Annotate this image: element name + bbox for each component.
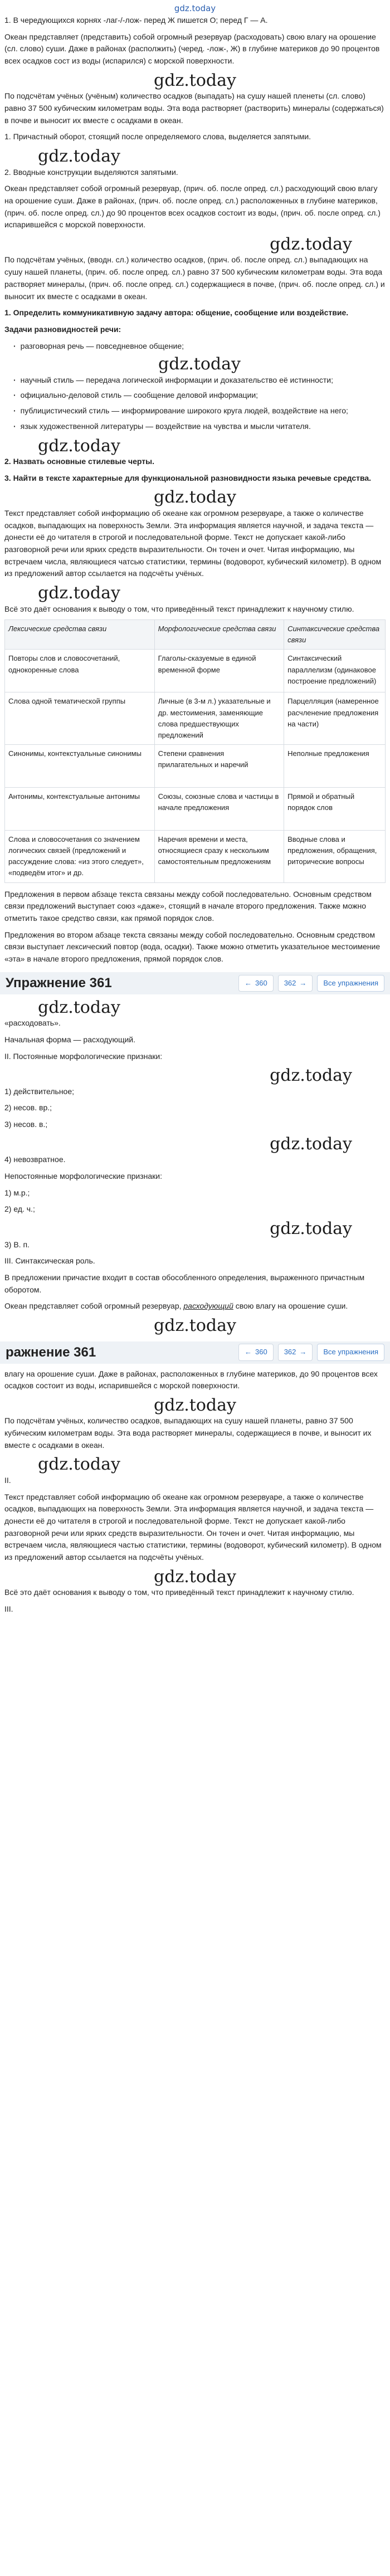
watermark: gdz.today [38, 997, 120, 1017]
table-row [5, 692, 386, 745]
paragraph: влагу на орошение суши. Даже в районах, расположенных в глубине материков, до 90 процентов всех осадков состоит из воды, испарившейся с морской поверхности. [4, 1369, 378, 1391]
list-item: · официально-деловой стиль — сообщение деловой информации; [13, 389, 386, 402]
paragraph: III. Синтаксическая роль. [4, 1256, 95, 1266]
table-header-row [5, 620, 386, 650]
paragraph: По подсчётам учёных, количество осадков, выпадающих на сушу нашей планеты, равно 37 500 кубическим километрам воды. Эта вода растворяет минералы, содержащиеся в почве, и выносит их вместе с осадками в океан. [4, 1416, 372, 1450]
paragraph-heading: Задачи разновидностей речи: [4, 324, 121, 334]
table-header: Морфологические средства связи [154, 620, 284, 650]
table-cell: Степени сравнения прилагательных и наречий [154, 745, 284, 788]
next-exercise-label: 362 [284, 1348, 296, 1357]
table-row [5, 745, 386, 788]
paragraph: Океан представляет собой огромный резервуар, (прич. об. после опред. сл.) расходующий свою влагу на орошение суши. Даже в районах, (прич. об. после опред. сл.) расположенных в глубине материков, (прич. об. после опред. сл.) до 90 процентов всех осадков состоит из воды, (прич. об. после опред. сл.) испарившейся с морской поверхности. [4, 184, 381, 230]
arrow-right-icon: → [299, 978, 307, 987]
paragraph: В предложении причастие входит в состав обособленного определения, выраженного причастным оборотом. [4, 1272, 365, 1294]
underlined-participle: расходующий [183, 1301, 233, 1311]
table-cell: Вводные слова и предложения, обращения, риторические вопросы [284, 831, 386, 883]
watermark: gdz.today [38, 1455, 120, 1475]
site-logo[interactable]: gdz.today [174, 3, 216, 13]
watermark: gdz.today [38, 436, 120, 456]
table-row [5, 650, 386, 692]
paragraph: 1. В чередующихся корнях -лаг-/-лож- перед Ж пишется О; перед Г — А. [4, 16, 268, 25]
watermark: gdz.today [270, 234, 352, 254]
table-row [5, 788, 386, 831]
watermark: gdz.today [38, 147, 120, 166]
exercise-nav-bar [0, 1341, 390, 1364]
paragraph: Океан представляет (представить) собой огромный резервуар (расходовать) свою влагу на орошение (сл. слово) суши. Даже в районах (располжить) (черед. -лож-, Ж) в глубине материков до 90 процентов всех осадков сост из воды (испарился) с морской поверхности. [4, 32, 380, 66]
table-cell: Синонимы, контекстуальные синонимы [5, 745, 155, 788]
sentence-part: свою влагу на орошение суши. [235, 1301, 348, 1311]
paragraph: Предложения в первом абзаце текста связаны между собой последовательно. Основным средством связи предложений выступает союз «даже», стоящий в начале второго предложения. Также можно отметить такое средство связи, как прямой порядок слов. [4, 889, 372, 923]
table-cell: Наречия времени и места, относящиеся сразу к нескольким самостоятельным предложениям [154, 831, 284, 883]
paragraph: 4) невозвратное. [4, 1155, 66, 1164]
paragraph: Текст представляет собой информацию об океане как огромном резервуаре, а также о количестве осадков, выпадающих на поверхность Земли. Эта информация является научной, и задача текста — донести её до читателя в строгой и последовательной форме. Текст не допускает какой-либо разговорной речи или ярких средств выразительности. Он точен и очет. Читая информацию, мы встречаем числа, являющиеся чатсью статистики, термины (водоворот, кубический километр). В одном из предложений автор ссылается на подсчёты учёных. [4, 508, 382, 578]
prev-exercise-label: 360 [255, 1348, 267, 1357]
list-item: · научный стиль — передача логической информации и доказательство её истинности; [13, 374, 386, 387]
table-cell: Синтаксический параллелизм (одинаковое построение предложений) [284, 650, 386, 692]
paragraph: 2) несов. вр.; [4, 1103, 52, 1113]
sentence-part: Океан представляет собой огромный резервуар, [4, 1301, 182, 1311]
table-header: Лексические средства связи [5, 620, 155, 650]
arrow-left-icon: ← [244, 978, 252, 987]
paragraph: «расходовать». [4, 1018, 61, 1028]
all-exercises-button[interactable]: Все упражнения [317, 1344, 384, 1360]
paragraph: 3) В. п. [4, 1240, 30, 1249]
table-cell: Слова одной тематической группы [5, 692, 155, 745]
paragraph: II. Постоянные морфологические признаки: [4, 1051, 163, 1061]
exercise-nav-bar [0, 972, 390, 994]
watermark: gdz.today [154, 70, 236, 90]
watermark: gdz.today [38, 583, 120, 603]
arrow-left-icon: ← [244, 1348, 252, 1357]
table-cell: Парцелляция (намеренное расчленение предложения на части) [284, 692, 386, 745]
table-cell: Повторы слов и словосочетаний, однокоренные слова [5, 650, 155, 692]
paragraph: Предложения во втором абзаце текста связаны между собой последовательно. Основным средством связи выступает лексический повтор (вода, осадки). Также можно отметить указательное местоимение «эта» в начале второго предложения, прямой порядок слов. [4, 930, 381, 964]
paragraph: Всё это даёт основания к выводу о том, что приведённый текст принадлежит к научному стилю. [4, 604, 354, 613]
all-exercises-button[interactable]: Все упражнения [317, 975, 384, 992]
exercise-title: ражнение 361 [6, 1344, 96, 1360]
next-exercise-button[interactable] [278, 975, 313, 992]
watermark: gdz.today [270, 1219, 352, 1239]
paragraph: Текст представляет собой информацию об океане как огромном резервуаре, а также о количестве осадков, выпадающих на поверхность Земли. Эта информация является научной, и задача текста — донести её до читателя в строгой и последовательной форме. Текст не допускает какой-либо разговорной речи или ярких средств выразительности. Он точен и очет. Читая информацию, мы встречаем числа, являющиеся частью статистики, термины (водоворот, кубический километр). В одном из предложений автор ссылается на подсчёты учёных. [4, 1492, 382, 1562]
list-item: · публицистический стиль — информирование широкого круга людей, воздействие на него; [13, 405, 386, 417]
watermark: gdz.today [154, 1316, 236, 1336]
table-cell: Прямой и обратный порядок слов [284, 788, 386, 831]
watermark: gdz.today [154, 1567, 236, 1587]
next-exercise-button[interactable] [278, 1344, 313, 1360]
paragraph: По подсчётам учёных (учёным) количество осадков (выпадать) на сушу нашей пл​енеты (сл. слово) равно 37 500 кубическим километрам воды. Эта вода растворяет (растворить) минералы (содержаться) в почве и выносит их вместе с осадками в океан. [4, 91, 384, 125]
table-cell: Неполные предложения [284, 745, 386, 788]
list-item: · разговорная речь — повседневное общение; [13, 340, 386, 353]
paragraph: Непостоянные морфологические признаки: [4, 1172, 162, 1181]
watermark: gdz.today [154, 1395, 236, 1415]
paragraph: По подсчётам учёных, (вводн. сл.) количество осадков, (прич. об. после опред. сл.) выпадающих на сушу нашей планеты, (прич. об. после опред. сл.) равно 37 500 кубическим километрам воды. Эта вода растворяет минералы, (прич. об. после опред. сл.) содержащиеся в почве, (прич. об. после опред. сл.) и выносит их вместе с осадками в океан. [4, 255, 385, 301]
watermark: gdz.today [270, 1066, 352, 1086]
paragraph: II. [4, 1475, 11, 1485]
watermark: gdz.today [158, 354, 241, 374]
paragraph-heading: 3. Найти в тексте характерные для функциональной разновидности языка речевые средства. [4, 473, 372, 482]
paragraph: Начальная форма — расходующий. [4, 1035, 136, 1044]
paragraph-heading: 2. Назвать основные стилевые черты. [4, 457, 154, 466]
table-cell: Глаголы-сказуемые в единой временной форме [154, 650, 284, 692]
table-cell: Слова и словосочетания со значением логических связей (предложений и рассуждение слова: «из этого следует», «подведём итог» и др. [5, 831, 155, 883]
paragraph [4, 1300, 386, 1313]
table-cell: Антонимы, контекстуальные антонимы [5, 788, 155, 831]
table-cell: Личные (в 3-м л.) указательные и др. местоимения, заменяющие слова предшествующих предложений [154, 692, 284, 745]
prev-exercise-button[interactable] [238, 1344, 274, 1360]
watermark: gdz.today [154, 487, 236, 508]
next-exercise-label: 362 [284, 978, 296, 987]
paragraph: 1) м.р.; [4, 1188, 30, 1197]
arrow-right-icon: → [299, 1348, 307, 1357]
table-cell: Союзы, союзные слова и частицы в начале предложения [154, 788, 284, 831]
prev-exercise-label: 360 [255, 978, 267, 987]
paragraph: 2) ед. ч.; [4, 1204, 35, 1214]
paragraph: 1. Причастный оборот, стоящий после определяемого слова, выделяется запятыми. [4, 132, 311, 142]
exercise-nav [238, 975, 384, 992]
list-item: · язык художественной литературы — воздействие на чувства и мысли читателя. [13, 421, 386, 433]
paragraph-heading: 1. Определить коммуникативную задачу автора: общение, сообщение или воздействие. [4, 308, 349, 318]
paragraph: 1) действительное; [4, 1086, 75, 1096]
styles-list [4, 340, 386, 433]
exercise-nav [238, 1344, 384, 1360]
table-header: Синтаксические средства связи [284, 620, 386, 650]
watermark: gdz.today [270, 1134, 352, 1154]
paragraph: 2. Вводные конструкции выделяются запятыми. [4, 167, 178, 177]
answer-content [0, 14, 390, 1616]
exercise-title: Упражнение 361 [6, 975, 112, 991]
prev-exercise-button[interactable] [238, 975, 274, 992]
paragraph: III. [4, 1604, 13, 1613]
paragraph: 3) несов. в.; [4, 1120, 48, 1129]
paragraph: Всё это даёт основания к выводу о том, что приведённый текст принадлежит к научному стилю. [4, 1588, 354, 1597]
table-row [5, 831, 386, 883]
means-of-connection-table [4, 619, 386, 882]
